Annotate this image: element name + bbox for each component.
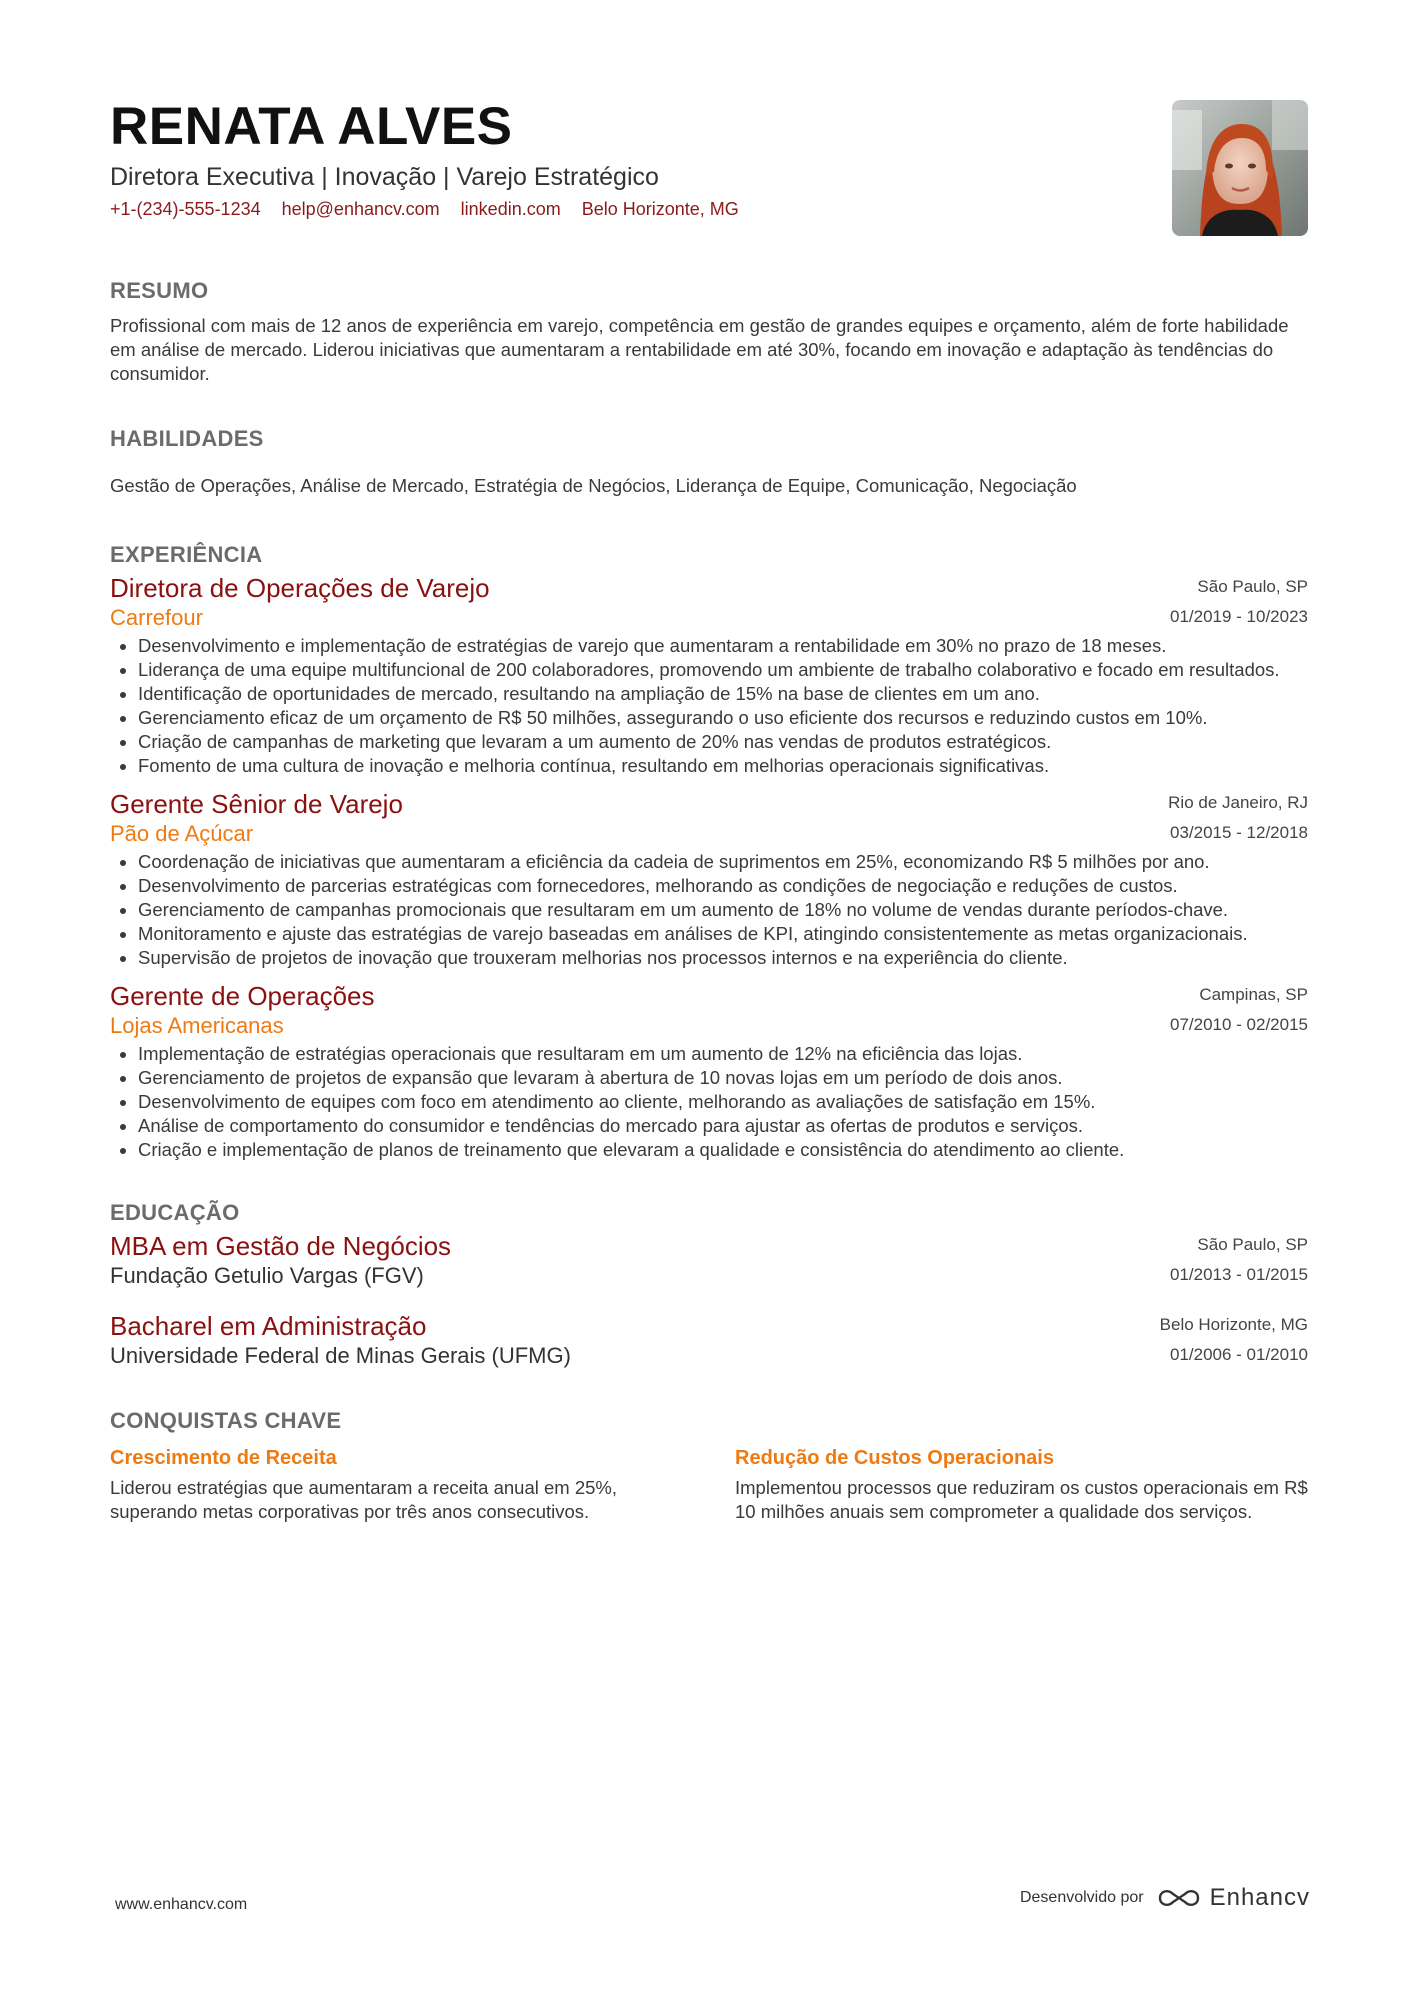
profile-photo-image: [1172, 100, 1308, 236]
powered-by-text: Desenvolvido por: [1019, 1889, 1144, 1906]
job-company: Lojas Americanas: [110, 1013, 284, 1038]
summary-section: [110, 276, 1308, 386]
institution-name: Universidade Federal de Minas Gerais (UFMG): [110, 1343, 571, 1368]
achievement-text: Liderou estratégias que aumentaram a receita anual em 25%, superando metas corporativas por três anos consecutivos.: [110, 1477, 617, 1522]
education-entry: [110, 1230, 1308, 1292]
job-meta: [1168, 788, 1308, 848]
resume-page: [110, 96, 1308, 1524]
achievement-text: Implementou processos que reduziram os custos operacionais em R$ 10 milhões anuais sem comprometer a qualidade dos serviços.: [735, 1477, 1308, 1522]
bullet-item: • Desenvolvimento de parcerias estratégicas com fornecedores, melhorando as condições de negociação e reduções de custos.: [138, 874, 1308, 898]
achievement-title: Redução de Custos Operacionais: [735, 1447, 1054, 1469]
entry-header: [110, 788, 1308, 848]
achievements-section: [110, 1406, 1308, 1524]
education-dates: 01/2006 - 01/2010: [1169, 1345, 1308, 1364]
summary-text: Profissional com mais de 12 anos de experiência em varejo, competência em gestão de grandes equipes e orçamento, além de forte habilidade em análise de mercado. Liderou iniciativas que aumentaram a rentabilidade em até 30%, focando em inovação e adaptação às tendências do consumidor.: [110, 315, 1289, 384]
education-entry: [110, 1310, 1308, 1372]
bullet-item: • Liderança de uma equipe multifuncional de 200 colaboradores, promovendo um ambiente de trabalho colaborativo e focado em resultados.: [138, 658, 1308, 682]
job-bullets: [110, 1042, 1308, 1162]
bullet-item: • Identificação de oportunidades de mercado, resultando na ampliação de 15% na base de clientes em um ano.: [138, 682, 1308, 706]
candidate-name: RENATA ALVES: [110, 97, 513, 156]
bullet-item: • Coordenação de iniciativas que aumentaram a eficiência da cadeia de suprimentos em 25%, economizando R$ 5 milhões por ano.: [138, 850, 1308, 874]
brand-logo[interactable]: [1156, 1884, 1310, 1912]
phone-link[interactable]: +1-(234)-555-1234: [110, 199, 261, 219]
job-company: Pão de Açúcar: [110, 821, 254, 846]
bullet-item: • Gerenciamento de projetos de expansão que levaram à abertura de 10 novas lojas em um período de dois anos.: [138, 1066, 1308, 1090]
job-role: Gerente de Operações: [110, 981, 375, 1011]
candidate-title: Diretora Executiva | Inovação | Varejo Estratégico: [110, 163, 659, 191]
job-company: Carrefour: [110, 605, 203, 630]
skills-list: Gestão de Operações, Análise de Mercado, Estratégia de Negócios, Liderança de Equipe, Comunicação, Negociação: [110, 475, 1077, 496]
bullet-item: • Criação e implementação de planos de treinamento que elevaram a qualidade e consistência do atendimento ao cliente.: [138, 1138, 1308, 1162]
experience-entry: [110, 572, 1308, 778]
education-dates: 01/2013 - 01/2015: [1169, 1265, 1308, 1284]
section-title-education: EDUCAÇÃO: [110, 1200, 240, 1225]
education-meta: [1160, 1310, 1308, 1370]
bullet-item: • Gerenciamento eficaz de um orçamento de R$ 50 milhões, assegurando o uso eficiente dos recursos e reduzindo custos em 10%.: [138, 706, 1308, 730]
bullet-item: • Supervisão de projetos de inovação que trouxeram melhorias nos processos internos e na experiência do cliente.: [138, 946, 1308, 970]
job-location: Rio de Janeiro, RJ: [1168, 793, 1308, 812]
degree-title: MBA em Gestão de Negócios: [110, 1231, 452, 1261]
section-title-summary: RESUMO: [110, 278, 209, 303]
profile-photo: [1172, 100, 1308, 236]
bullet-item: • Análise de comportamento do consumidor e tendências do mercado para ajustar as ofertas de produtos e serviços.: [138, 1114, 1308, 1138]
job-role: Diretora de Operações de Varejo: [110, 573, 490, 603]
institution-name: Fundação Getulio Vargas (FGV): [110, 1263, 424, 1288]
degree-title: Bacharel em Administração: [110, 1311, 427, 1341]
job-dates: 07/2010 - 02/2015: [1169, 1015, 1308, 1034]
bullet-item: • Monitoramento e ajuste das estratégias de varejo baseadas em análises de KPI, atingindo consistentemente as metas organizacionais.: [138, 922, 1308, 946]
achievement-item: [735, 1444, 1308, 1524]
brand-name: Enhancv: [1209, 1884, 1310, 1911]
job-location: São Paulo, SP: [1197, 577, 1308, 596]
bullet-item: • Implementação de estratégias operacionais que resultaram em um aumento de 12% na eficiência das lojas.: [138, 1042, 1308, 1066]
section-title-achievements: CONQUISTAS CHAVE: [110, 1408, 342, 1433]
linkedin-link[interactable]: linkedin.com: [460, 199, 561, 219]
footer-branding: [1020, 1884, 1310, 1912]
job-meta: [1170, 980, 1308, 1040]
resume-header: [110, 96, 1308, 246]
bullet-item: • Desenvolvimento de equipes com foco em atendimento ao cliente, melhorando as avaliações de satisfação em 15%.: [138, 1090, 1308, 1114]
experience-entry: [110, 788, 1308, 970]
education-location: Belo Horizonte, MG: [1159, 1315, 1308, 1334]
experience-entry: [110, 980, 1308, 1162]
achievement-item: [110, 1444, 683, 1524]
email-link[interactable]: help@enhancv.com: [281, 199, 440, 219]
section-title-skills: HABILIDADES: [110, 426, 264, 451]
job-meta: [1170, 572, 1308, 632]
education-location: São Paulo, SP: [1197, 1235, 1308, 1254]
achievements-grid: [110, 1444, 1308, 1524]
job-location: Campinas, SP: [1199, 985, 1308, 1004]
entry-header: [110, 980, 1308, 1040]
section-title-experience: EXPERIÊNCIA: [110, 542, 263, 567]
contact-line: [110, 196, 1308, 222]
experience-section: [110, 540, 1308, 1162]
bullet-item: • Fomento de uma cultura de inovação e melhoria contínua, resultando em melhorias operacionais significativas.: [138, 754, 1308, 778]
bullet-item: • Desenvolvimento e implementação de estratégias de varejo que aumentaram a rentabilidade em 30% no prazo de 18 meses.: [138, 634, 1308, 658]
enhancv-logo-icon: [1156, 1886, 1202, 1910]
bullet-item: • Gerenciamento de campanhas promocionais que resultaram em um aumento de 18% no volume de vendas durante períodos-chave.: [138, 898, 1308, 922]
entry-header: [110, 572, 1308, 632]
location-text: Belo Horizonte, MG: [581, 199, 739, 219]
job-role: Gerente Sênior de Varejo: [110, 789, 403, 819]
achievement-title: Crescimento de Receita: [110, 1447, 337, 1469]
education-meta: [1170, 1230, 1308, 1290]
job-dates: 03/2015 - 12/2018: [1169, 823, 1308, 842]
skills-section: [110, 424, 1308, 498]
bullet-item: • Criação de campanhas de marketing que levaram a um aumento de 20% nas vendas de produtos estratégicos.: [138, 730, 1308, 754]
footer-website[interactable]: www.enhancv.com: [115, 1896, 248, 1913]
job-bullets: [110, 634, 1308, 778]
job-bullets: [110, 850, 1308, 970]
job-dates: 01/2019 - 10/2023: [1169, 607, 1308, 626]
education-section: [110, 1198, 1308, 1372]
